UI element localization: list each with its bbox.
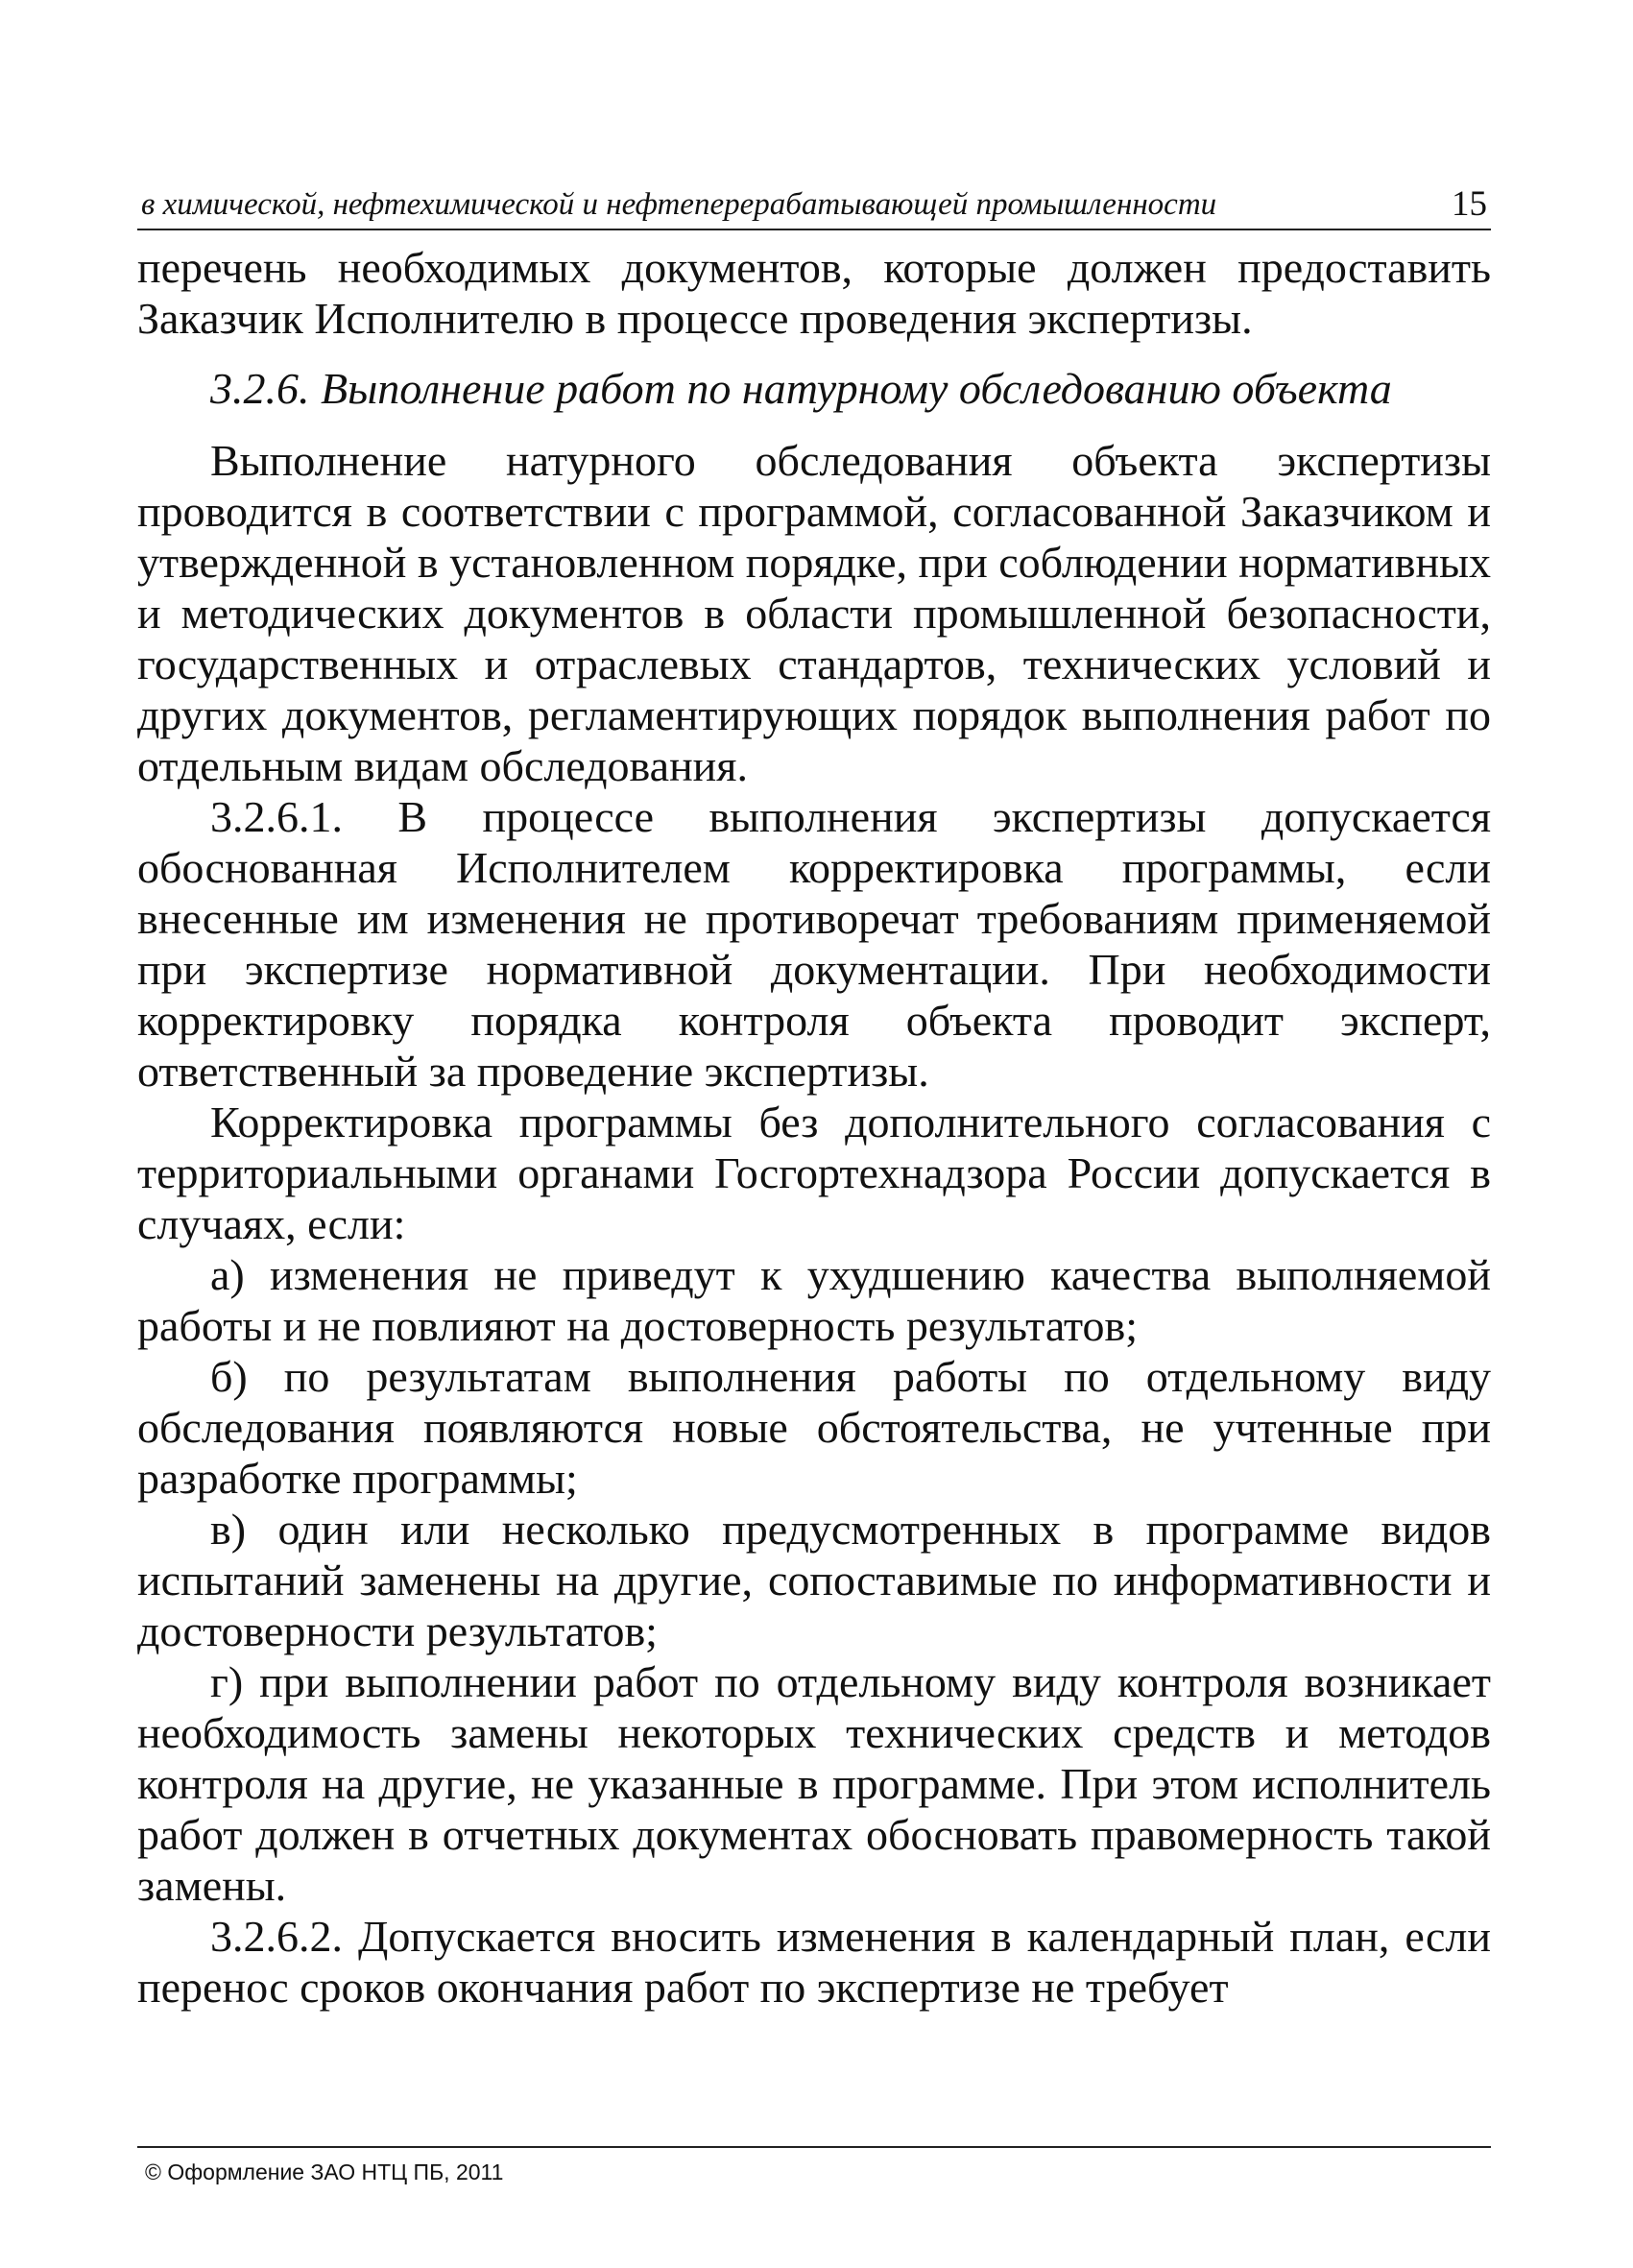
copyright-notice: © Оформление ЗАО НТЦ ПБ, 2011 xyxy=(145,2159,504,2184)
paragraph: Корректировка программы без дополнительного согласования с территориальными органами Госгортехнадзора России допускается в случаях, если: xyxy=(137,1098,1491,1248)
paragraph-continuation: перечень необходимых документов, которые должен предоставить Заказчик Исполнителю в процессе проведения экспертизы. xyxy=(137,243,1491,343)
list-item-g: г) при выполнении работ по отдельному виду контроля возникает необходимость замены некоторых технических средств и методов контроля на другие, не указанные в программе. При этом исполнитель работ должен в отчетных документах обосновать правомерность такой замены. xyxy=(137,1657,1491,1910)
list-item-a: а) изменения не приведут к ухудшению качества выполняемой работы и не повлияют на достоверность результатов; xyxy=(137,1250,1491,1350)
list-item-b: б) по результатам выполнения работы по отдельному виду обследования появляются новые обстоятельства, не учтенные при разработке программы; xyxy=(137,1352,1491,1503)
list-item-v: в) один или несколько предусмотренных в программе видов испытаний заменены на другие, сопоставимые по информативности и достоверности результатов; xyxy=(137,1505,1491,1655)
paragraph: Выполнение натурного обследования объекта экспертизы проводится в соответствии с программой, согласованной Заказчиком и утвержденной в установленном порядке, при соблюдении нормативных и методических документов в области промышленной безопасности, государственных и отраслевых стандартов, технических условий и других документов, регламентирующих порядок выполнения работ по отдельным видам обследования. xyxy=(137,436,1491,790)
page-number: 15 xyxy=(1452,184,1487,224)
paragraph: 3.2.6.1. В процессе выполнения экспертизы допускается обоснованная Исполнителем корректировка программы, если внесенные им изменения не противоречат требованиям применяемой при экспертизе нормативной документации. При необходимости корректировку порядка контроля объекта проводит эксперт, ответственный за проведение экспертизы. xyxy=(137,792,1491,1096)
body-text xyxy=(137,242,1491,2013)
running-title: в химической, нефтехимической и нефтеперерабатывающей промышленности xyxy=(141,187,1217,222)
paragraph: 3.2.6.2. Допускается вносить изменения в календарный план, если перенос сроков окончания работ по экспертизе не требует xyxy=(137,1912,1491,2012)
section-heading: 3.2.6. Выполнение работ по натурному обследованию объекта xyxy=(210,364,1392,413)
running-header xyxy=(137,171,1491,230)
page-footer xyxy=(137,2146,1491,2185)
